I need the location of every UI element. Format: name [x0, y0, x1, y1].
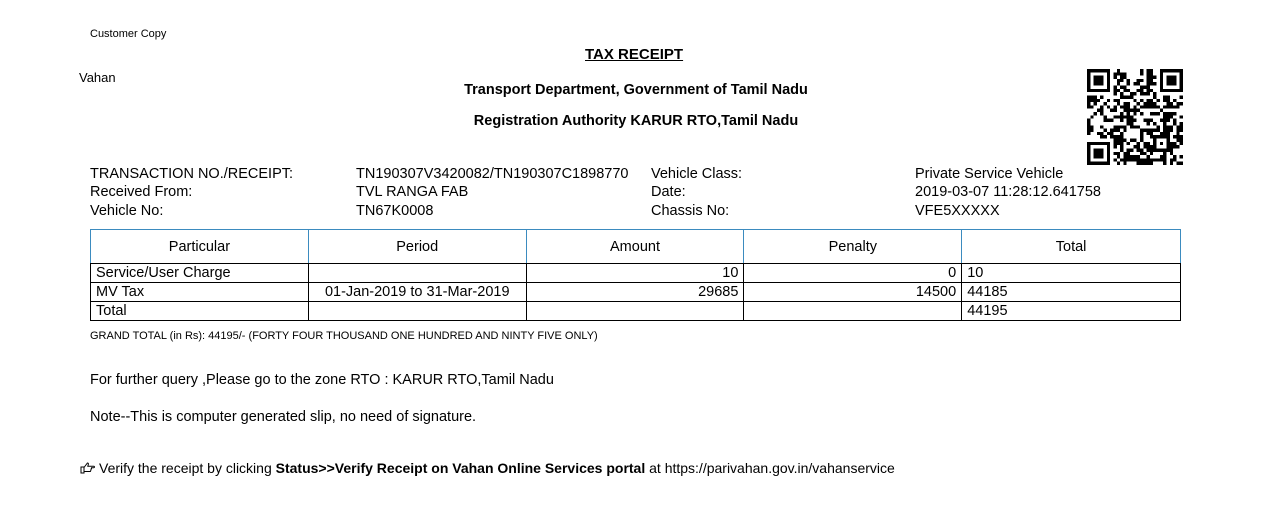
table-row — [91, 302, 1181, 321]
department-heading: Transport Department, Government of Tamil Nadu — [464, 82, 808, 98]
transaction-value: TN190307V3420082/TN190307C1898770 — [356, 166, 629, 182]
transaction-label: TRANSACTION NO./RECEIPT: — [90, 166, 294, 182]
date-value: 2019-03-07 11:28:12.641758 — [915, 184, 1101, 200]
column-header-total: Total — [962, 230, 1181, 264]
received-label: Received From: — [90, 184, 193, 200]
column-header-amount: Amount — [526, 230, 744, 264]
verify-prefix: Verify the receipt by clicking — [99, 460, 276, 476]
date-label: Date: — [651, 184, 686, 200]
chassis-label: Chassis No: — [651, 203, 730, 219]
table-row — [91, 283, 1181, 302]
vehicle-no-label: Vehicle No: — [90, 203, 164, 219]
cell-penalty — [744, 302, 962, 321]
qr-code-icon — [1087, 69, 1183, 165]
page-title: TAX RECEIPT — [585, 46, 684, 63]
vehicle-class-value: Private Service Vehicle — [915, 166, 1064, 182]
received-value: TVL RANGA FAB — [356, 184, 469, 200]
cell-period — [308, 264, 526, 283]
grand-total-text: GRAND TOTAL (in Rs): 44195/- (FORTY FOUR THOUSAND ONE HUNDRED AND NINTY FIVE ONLY) — [90, 330, 598, 342]
query-text: For further query ,Please go to the zone RTO : KARUR RTO,Tamil Nadu — [90, 372, 554, 388]
table-row — [91, 264, 1181, 283]
column-header-penalty: Penalty — [744, 230, 962, 264]
cell-total: 10 — [962, 264, 1181, 283]
cell-penalty: 0 — [744, 264, 962, 283]
vehicle-class-label: Vehicle Class: — [651, 166, 743, 182]
vahan-brand: Vahan — [79, 70, 116, 85]
column-header-particular: Particular — [91, 230, 309, 264]
vehicle-no-value: TN67K0008 — [356, 203, 434, 219]
note-text: Note--This is computer generated slip, no need of signature. — [90, 409, 477, 425]
cell-penalty: 14500 — [744, 283, 962, 302]
verify-instruction — [80, 460, 895, 476]
table-header-row — [91, 230, 1181, 264]
column-header-period: Period — [308, 230, 526, 264]
cell-period — [308, 302, 526, 321]
cell-particular: MV Tax — [91, 283, 309, 302]
customer-copy-label: Customer Copy — [90, 28, 167, 40]
cell-particular: Service/User Charge — [91, 264, 309, 283]
cell-total: 44185 — [962, 283, 1181, 302]
verify-suffix: at https://parivahan.gov.in/vahanservice — [645, 460, 895, 476]
cell-amount — [526, 302, 744, 321]
cell-period: 01-Jan-2019 to 31-Mar-2019 — [308, 283, 526, 302]
cell-amount: 29685 — [526, 283, 744, 302]
cell-total: 44195 — [962, 302, 1181, 321]
receipt-table — [90, 229, 1181, 321]
verify-link-text: Status>>Verify Receipt on Vahan Online Services portal — [275, 460, 646, 476]
chassis-value: VFE5XXXXX — [915, 203, 1000, 219]
authority-heading: Registration Authority KARUR RTO,Tamil Nadu — [473, 113, 799, 129]
hand-pointing-icon — [80, 460, 96, 476]
cell-particular: Total — [91, 302, 309, 321]
cell-amount: 10 — [526, 264, 744, 283]
